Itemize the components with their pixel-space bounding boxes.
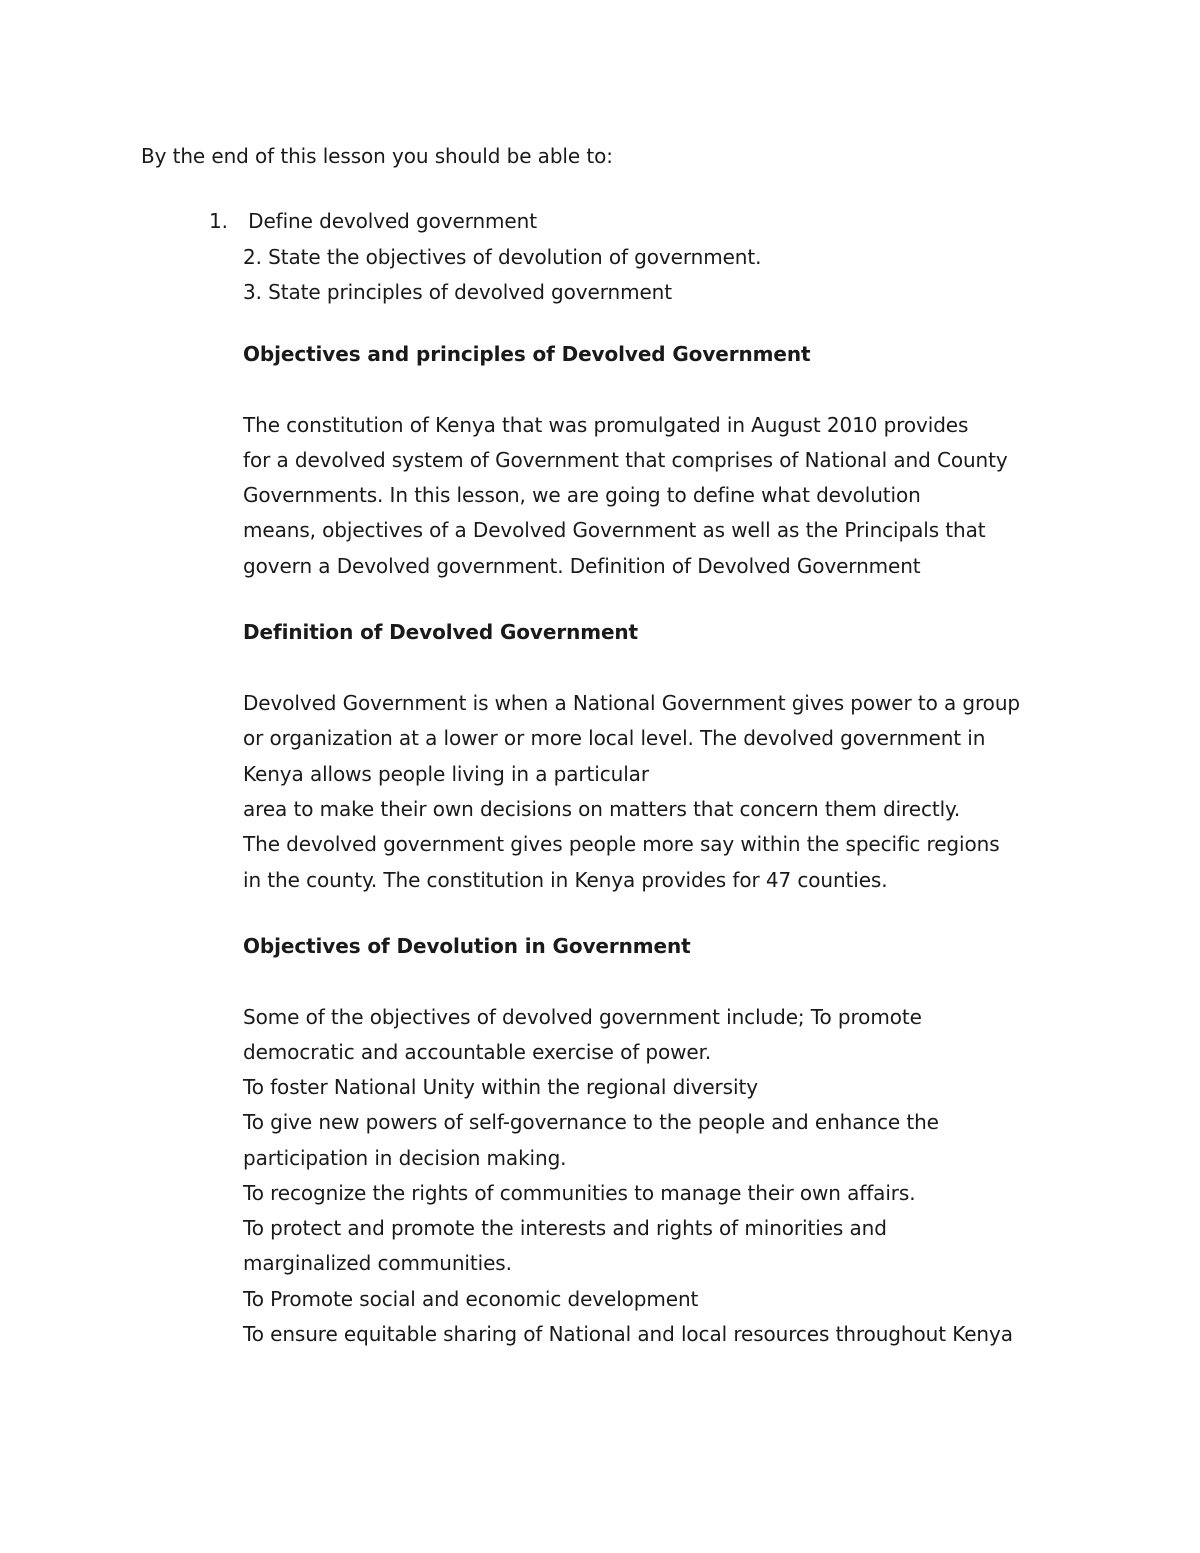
outcome-text: Define devolved government [248, 209, 537, 233]
paragraph-line: in the county. The constitution in Kenya provides for 47 counties. [243, 868, 888, 892]
section-heading-objectives-principles: Objectives and principles of Devolved Government [243, 342, 811, 366]
outcome-item-1 [209, 209, 537, 233]
outcome-item-2 [243, 245, 761, 269]
intro-text: By the end of this lesson you should be able to: [141, 144, 613, 168]
outcome-number: 1. [209, 209, 228, 233]
section-heading-objectives-devolution: Objectives of Devolution in Government [243, 934, 691, 958]
paragraph-line: The devolved government gives people more say within the specific regions [243, 832, 1000, 856]
paragraph-line: Some of the objectives of devolved government include; To promote [243, 1005, 922, 1029]
paragraph-line: To ensure equitable sharing of National and local resources throughout Kenya [243, 1322, 1013, 1346]
paragraph-line: for a devolved system of Government that comprises of National and County [243, 448, 1008, 472]
paragraph-line: means, objectives of a Devolved Government as well as the Principals that [243, 518, 986, 542]
outcome-item-3 [243, 280, 672, 304]
paragraph-line: or organization at a lower or more local level. The devolved government in [243, 726, 986, 750]
paragraph-line: Kenya allows people living in a particular [243, 762, 649, 786]
section-heading-definition: Definition of Devolved Government [243, 620, 639, 644]
paragraph-line: area to make their own decisions on matters that concern them directly. [243, 797, 961, 821]
paragraph-line: marginalized communities. [243, 1251, 512, 1275]
paragraph-line: To protect and promote the interests and rights of minorities and [243, 1216, 887, 1240]
paragraph-line: participation in decision making. [243, 1146, 567, 1170]
outcome-number: 3. [243, 280, 262, 304]
outcome-text: State the objectives of devolution of government. [268, 245, 762, 269]
paragraph-line: govern a Devolved government. Definition of Devolved Government [243, 554, 921, 578]
outcome-number: 2. [243, 245, 262, 269]
paragraph-line: democratic and accountable exercise of power. [243, 1040, 712, 1064]
paragraph-line: The constitution of Kenya that was promulgated in August 2010 provides [243, 413, 969, 437]
paragraph-line: To give new powers of self-governance to the people and enhance the [243, 1110, 939, 1134]
outcome-text: State principles of devolved government [268, 280, 672, 304]
paragraph-line: Governments. In this lesson, we are going to define what devolution [243, 483, 921, 507]
paragraph-line: To recognize the rights of communities to manage their own affairs. [243, 1181, 916, 1205]
paragraph-line: To foster National Unity within the regional diversity [243, 1075, 758, 1099]
paragraph-line: Devolved Government is when a National Government gives power to a group [243, 691, 1020, 715]
paragraph-line: To Promote social and economic development [243, 1287, 699, 1311]
